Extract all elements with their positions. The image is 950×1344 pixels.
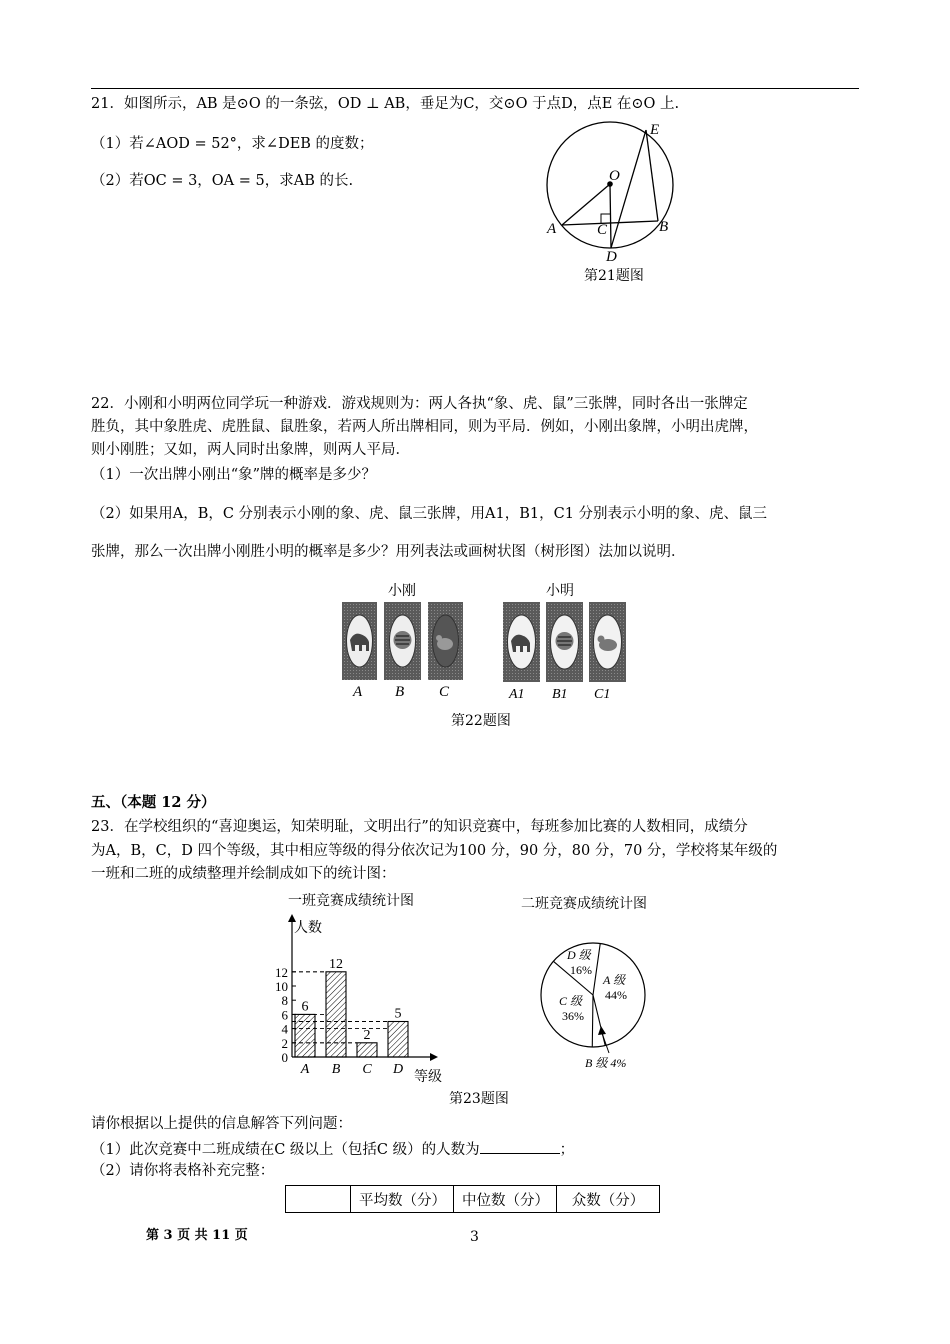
y-tick-label: 12: [275, 964, 288, 980]
footer-page-info: 第 3 页 共 11 页: [146, 1228, 248, 1243]
q21-part1: （1）若∠AOD = 52°，求∠DEB 的度数；: [91, 136, 374, 152]
slice-label-b: B 级 4%: [585, 1056, 627, 1070]
table-header-cell: 众数（分）: [557, 1186, 660, 1213]
category-label-d: D: [392, 1062, 404, 1077]
table-header-row: [286, 1186, 660, 1213]
q23-stem-line2: 为A，B，C，D 四个等级，其中相应等级的得分依次记为100 分，90 分，80 分，70 分，学校将某年级的: [91, 843, 778, 859]
q21-caption: 第21题图: [584, 268, 644, 284]
slice-label-d: D 级: [567, 948, 591, 962]
card-label-b1: B1: [552, 687, 568, 702]
slice-b-arrowhead: [598, 1026, 606, 1035]
data-label-b: 12: [329, 956, 343, 972]
group-label-xiaogang: 小刚: [388, 583, 416, 599]
bar-b: [326, 972, 346, 1057]
answer-blank[interactable]: [480, 1139, 560, 1154]
top-rule: [91, 88, 859, 89]
slice-percent-c: 36%: [562, 1009, 584, 1023]
label-d: D: [606, 249, 617, 265]
group-label-xiaoming: 小明: [546, 583, 574, 599]
segment-od: [610, 184, 611, 248]
section-5-title: 五、（本题 12 分）: [91, 794, 216, 811]
slice-label-a: A 级: [603, 973, 626, 987]
q23-caption: 第23题图: [449, 1091, 509, 1107]
slice-percent-a: 44%: [605, 988, 627, 1002]
slice-label-c: C 级: [559, 994, 583, 1008]
q23-stem-line3: 一班和二班的成绩整理并绘制成如下的统计图：: [91, 866, 396, 882]
y-tick-label: 6: [281, 1007, 288, 1023]
q23-part1: [91, 1139, 574, 1160]
q23-stem-line1: 23．在学校组织的“喜迎奥运，知荣明耻，文明出行”的知识竞赛中，每班参加比赛的人数相同，成绩分: [91, 819, 748, 835]
q22-stem-line2: 胜负，其中象胜虎、虎胜鼠、鼠胜象，若两人所出牌相同，则为平局．例如，小刚出象牌，小明出虎牌，: [91, 419, 758, 435]
label-b: B: [659, 219, 669, 235]
q22-stem-line3: 则小刚胜；又如，两人同时出象牌，则两人平局．: [91, 442, 410, 458]
table-header-cell: 中位数（分）: [454, 1186, 557, 1213]
q22-stem-line1: 22．小刚和小明两位同学玩一种游戏．游戏规则为：两人各执“象、虎、鼠”三张牌，同时各出一张牌定: [91, 396, 748, 412]
bar-c: [357, 1043, 377, 1057]
q23-part1-text: （1）此次竞赛中二班成绩在C 级以上（包括C 级）的人数为: [91, 1142, 480, 1158]
x-axis-arrow: [430, 1053, 438, 1061]
q22-cards-figure: [335, 598, 635, 708]
y-tick-label: 8: [281, 993, 288, 1009]
footer-page-number: 3: [470, 1229, 479, 1245]
q23-prompt: 请你根据以上提供的信息解答下列问题：: [91, 1116, 352, 1132]
q22-part2-line2: 张牌，那么一次出牌小刚胜小明的概率是多少？用列表法或画树状图（树形图）法加以说明．: [91, 544, 686, 560]
stats-table: [285, 1185, 660, 1213]
y-tick-label: 2: [281, 1035, 288, 1051]
data-label-d: 5: [394, 1006, 402, 1022]
q23-part1-end: ；: [559, 1142, 575, 1158]
pie-chart: [535, 935, 695, 1075]
card-tiger-b1: [546, 602, 583, 682]
pie-divider-c: [592, 995, 593, 1047]
q21-part2: （2）若OC = 3，OA = 5，求AB 的长.: [91, 173, 354, 189]
label-o: O: [609, 168, 620, 184]
category-label-c: C: [362, 1062, 372, 1077]
card-label-b: B: [395, 684, 405, 700]
bar-d: [388, 1022, 408, 1058]
card-label-a: A: [353, 684, 363, 700]
y-tick-label: 4: [281, 1021, 288, 1037]
bar-a: [295, 1014, 315, 1057]
card-label-a1: A1: [509, 687, 525, 702]
segment-de: [611, 130, 646, 248]
x-axis-label: 等级: [414, 1070, 442, 1084]
bar-chart: [260, 912, 460, 1084]
q22-part1: （1）一次出牌小刚出“象”牌的概率是多少？: [91, 467, 377, 483]
pie-divider-a: [593, 944, 600, 995]
card-label-c: C: [439, 684, 450, 700]
q22-caption: 第22题图: [451, 713, 511, 729]
table-header-cell[interactable]: [286, 1186, 351, 1213]
data-label-c: 2: [363, 1027, 371, 1043]
q21-stem: 21．如图所示，AB 是⊙O 的一条弦，OD ⊥ AB，垂足为C，交⊙O 于点D，点E 在⊙O 上.: [91, 96, 680, 112]
card-label-c1: C1: [594, 687, 611, 702]
card-tiger-b: [384, 602, 421, 680]
bar-chart-title: 一班竞赛成绩统计图: [288, 893, 414, 909]
pie-chart-title: 二班竞赛成绩统计图: [521, 896, 647, 912]
q21-circle-diagram: [535, 118, 685, 268]
slice-b-leader: [602, 1033, 609, 1053]
y-tick-label: 10: [275, 979, 288, 994]
card-elephant-a1: [503, 602, 540, 682]
category-label-a: A: [300, 1062, 310, 1077]
table-header-cell: 平均数（分）: [351, 1186, 454, 1213]
label-c: C: [597, 222, 608, 238]
label-e: E: [650, 122, 660, 138]
slice-percent-d: 16%: [570, 963, 592, 977]
category-label-b: B: [331, 1062, 341, 1077]
q23-part2: （2）请你将表格补充完整：: [91, 1163, 275, 1179]
card-mouse-c: [428, 602, 463, 680]
card-elephant-a: [342, 602, 377, 680]
data-label-a: 6: [301, 999, 309, 1015]
card-mouse-c1: [589, 602, 626, 682]
segment-oa: [562, 184, 610, 225]
y-tick-label: 0: [281, 1050, 288, 1065]
q22-part2-line1: （2）如果用A，B，C 分别表示小刚的象、虎、鼠三张牌，用A1，B1，C1 分别表示小明的象、虎、鼠三: [91, 506, 768, 522]
y-axis-label: 人数: [294, 921, 322, 936]
segment-eb: [646, 130, 658, 221]
label-a: A: [547, 221, 557, 237]
